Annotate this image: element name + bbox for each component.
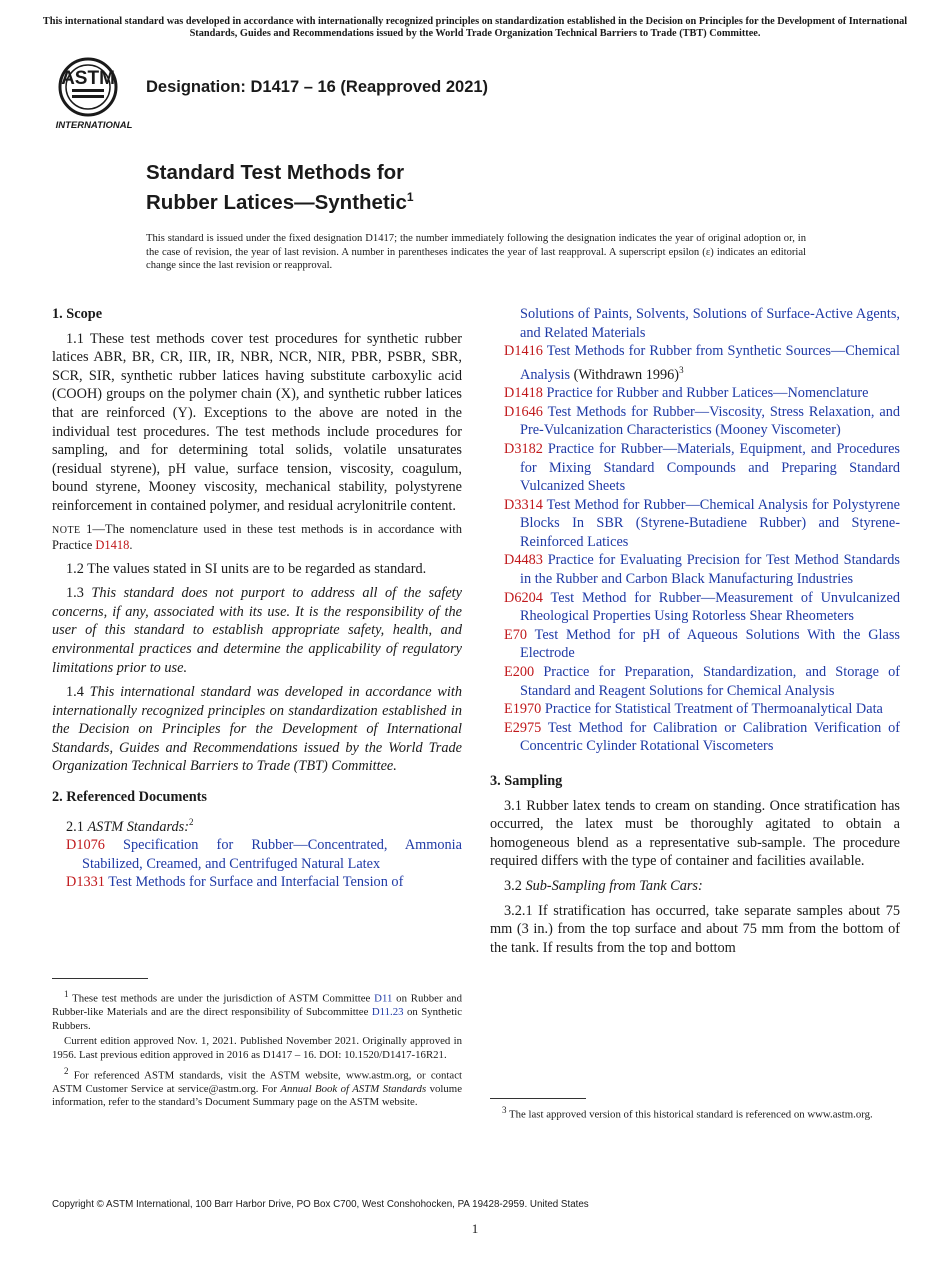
committee-d11-link[interactable]: D11 bbox=[374, 992, 393, 1005]
reference-list-right bbox=[490, 305, 900, 756]
title-footnote-mark: 1 bbox=[406, 190, 414, 204]
scope-1-3: 1.3 This standard does not purport to address all of the safety concerns, if any, associated with its use. It is the responsibility of the user of this standard to establish appropriate safety, health, and environmental practices and determine the applicability of regulatory limitations prior to use. bbox=[52, 585, 462, 676]
reference-title-link[interactable]: Test Method for pH of Aqueous Solutions With the Glass Electrode bbox=[520, 626, 900, 662]
reference-item bbox=[490, 496, 900, 552]
reference-code-link[interactable]: D1418 bbox=[504, 385, 543, 402]
note-label: NOTE bbox=[52, 524, 81, 536]
reference-title-link[interactable]: Test Methods for Rubber—Viscosity, Stress Relaxation, and Pre-Vulcanization Characteristics (Mooney Viscometer) bbox=[520, 403, 900, 439]
reference-code-link[interactable]: D3182 bbox=[504, 440, 543, 457]
reference-item bbox=[490, 626, 900, 663]
title-line-1: Standard Test Methods for bbox=[146, 161, 405, 184]
footnote-divider-left bbox=[52, 978, 148, 979]
reference-item bbox=[490, 663, 900, 700]
title-line-2: Rubber Latices—Synthetic bbox=[146, 190, 407, 214]
reference-title-link[interactable]: Test Methods for Rubber from Synthetic Sources—Chemical Analysis bbox=[520, 343, 900, 383]
sampling-heading: 3. Sampling bbox=[490, 773, 563, 790]
reference-item bbox=[490, 700, 900, 719]
right-column bbox=[490, 305, 900, 963]
footnote-2: $^2$ For referenced ASTM standards, visit the ASTM website, www.astm.org, or contact ASTM Customer Service at service@astm.org. For Annual Book of ASTM Standards volume information, refer to the standard’s Document Summary page on the ASTM website. bbox=[52, 1065, 462, 1109]
document-title bbox=[146, 160, 414, 215]
sampling-3-2: 3.2 Sub-Sampling from Tank Cars: bbox=[504, 877, 703, 894]
copyright: Copyright © ASTM International, 100 Barr Harbor Drive, PO Box C700, West Conshohocken, PA 19428-2959. United States bbox=[52, 1199, 589, 1210]
reference-item bbox=[490, 589, 900, 626]
reference-title-continuation-link[interactable]: Solutions of Paints, Solvents, Solutions of Surface-Active Agents, and Related Materials bbox=[520, 306, 900, 341]
reference-item bbox=[490, 719, 900, 756]
preamble: This standard is issued under the fixed designation D1417; the number immediately following the designation indicates the year of original adoption or, in the case of revision, the year of last revision. A number in parentheses indicates the year of last reapproval. A superscript epsilon (ε) indicates an editorial change since the last revision or reapproval. bbox=[146, 233, 806, 271]
svg-text:ASTM: ASTM bbox=[61, 68, 115, 89]
logo-text: INTERNATIONAL bbox=[55, 120, 133, 131]
page-number: 1 bbox=[471, 1221, 479, 1236]
reference-continuation bbox=[490, 305, 900, 342]
reference-title-link[interactable]: Test Methods for Surface and Interfacial Tension of bbox=[108, 874, 404, 891]
footnote-divider-right bbox=[490, 1098, 586, 1099]
reference-item bbox=[490, 403, 900, 440]
scope-1-2: 1.2 The values stated in SI units are to be regarded as standard. bbox=[66, 560, 427, 577]
footnotes-left bbox=[52, 988, 462, 1112]
reference-withdrawn-note: (Withdrawn 1996) bbox=[570, 366, 680, 383]
reference-title-link[interactable]: Practice for Rubber—Materials, Equipment, and Procedures for Mixing Standard Compounds and Preparing Standard Vulcanized Sheets bbox=[520, 440, 900, 495]
reference-item bbox=[490, 384, 900, 403]
sampling-3-2-1: 3.2.1 If stratification has occurred, take separate samples about 75 mm (3 in.) from the top surface and about 75 mm from the bottom of the tank. If results from the top and bottom bbox=[490, 902, 900, 956]
astm-logo-icon bbox=[52, 56, 136, 134]
footnote-3: $^3$ The last approved version of this historical standard is referenced on www.astm.org. bbox=[502, 1105, 873, 1121]
astm-standards-label: 2.1 ASTM Standards:$^2$ bbox=[66, 816, 194, 835]
scope-1-1: 1.1 These test methods cover test procedures for synthetic rubber latices ABR, BR, CR, IIR, IR, NBR, NCR, NIR, PBR, PSBR, SBR, SCR, SIR, synthetic rubber latices having substitute carboxylic acid (COOH) groups on the polymer chain (X), and synthetic rubber latices that are reinforced (Y). Exceptions to the above are noted in the individual test procedures. The test methods include procedures for sampling, and for determining total solids, volatile unsaturates (residual styrene), pH value, surface tension, viscosity, coagulum, bound styrene, Mooney viscosity, mechanical stability, polystyrene reinforcement in contained polymer, and residual acrylonitrile content. bbox=[52, 330, 462, 514]
reference-item bbox=[52, 836, 462, 873]
reference-code-link[interactable]: D4483 bbox=[504, 552, 543, 569]
reference-title-link[interactable]: Practice for Evaluating Precision for Test Method Standards in the Rubber and Carbon Black Manufacturing Industries bbox=[520, 552, 900, 588]
reference-footnote-mark: 3 bbox=[679, 364, 684, 375]
scope-1-4: 1.4 This international standard was developed in accordance with internationally recognized principles on standardization established in the Decision on Principles for the Development of International Standards, Guides and Recommendations issued by the World Trade Organization Technical Barriers to Trade (TBT) Committee. bbox=[52, 684, 462, 775]
reference-item bbox=[490, 440, 900, 496]
reference-code-link[interactable]: E1970 bbox=[504, 701, 542, 718]
subcommittee-d11-23-link[interactable]: D11.23 bbox=[371, 1006, 404, 1019]
reference-title-link[interactable]: Test Method for Rubber—Chemical Analysis for Polystyrene Blocks In SBR (Styrene-Butadiene Rubber) and Styrene-Reinforced Latices bbox=[520, 496, 900, 550]
reference-item bbox=[490, 342, 900, 384]
footnote-1: $^1$ These test methods are under the jurisdiction of ASTM Committee D11 on Rubber and Rubber-like Materials and are the direct responsibility of Subcommittee D11.23 on Synthetic Rubbers. bbox=[52, 989, 463, 1032]
reference-code-link[interactable]: D3314 bbox=[504, 496, 543, 513]
left-column bbox=[52, 305, 462, 892]
reference-title-link[interactable]: Test Method for Rubber—Measurement of Unvulcanized Rheological Properties Using Rotorless Shear Rheometers bbox=[520, 589, 900, 625]
footnote-edition: Current edition approved Nov. 1, 2021. Published November 2021. Originally approved in 1956. Last previous edition approved in 2016 as D1417 – 16. DOI: 10.1520/D1417-16R21. bbox=[52, 1035, 462, 1061]
reference-title-link[interactable]: Practice for Rubber and Rubber Latices—Nomenclature bbox=[546, 385, 869, 402]
reference-item bbox=[490, 551, 900, 588]
reference-title-link[interactable]: Practice for Preparation, Standardization, and Storage of Standard and Reagent Solutions for Chemical Analysis bbox=[520, 664, 901, 699]
reference-code-link[interactable]: D1416 bbox=[504, 343, 543, 360]
reference-title-link[interactable]: Practice for Statistical Treatment of Thermoanalytical Data bbox=[544, 701, 883, 718]
reference-code-link[interactable]: D1076 bbox=[66, 837, 105, 854]
note-link-d1418[interactable]: D1418 bbox=[95, 538, 130, 553]
reference-code-link[interactable]: E2975 bbox=[504, 719, 542, 736]
reference-list-left bbox=[52, 836, 462, 892]
designation: Designation: D1417 – 16 (Reapproved 2021) bbox=[146, 78, 489, 96]
reference-code-link[interactable]: D1646 bbox=[504, 403, 543, 420]
note-1: NOTE 1—The nomenclature used in these test methods is in accordance with Practice D1418. bbox=[52, 521, 462, 553]
scope-heading: 1. Scope bbox=[52, 306, 103, 322]
astm-logo bbox=[52, 56, 136, 134]
referenced-documents-heading: 2. Referenced Documents bbox=[52, 789, 207, 806]
reference-code-link[interactable]: D1331 bbox=[66, 874, 105, 891]
reference-code-link[interactable]: D6204 bbox=[504, 589, 543, 606]
reference-title-link[interactable]: Specification for Rubber—Concentrated, Ammonia Stabilized, Creamed, and Centrifuged Natural Latex bbox=[82, 837, 463, 872]
top-notice: This international standard was developed in accordance with internationally recognized principles on standardization established in the Decision on Principles for the Development of International Standards, Guides and Recommendations issued by the World Trade Organization Technical Barriers to Trade (TBT) Committee. bbox=[42, 16, 908, 39]
sampling-3-1: 3.1 Rubber latex tends to cream on standing. Once stratification has occurred, the latex must be thoroughly agitated to obtain a homogeneous blend as a representative sub-sample. The procedure required differs with the type of container and facilities available. bbox=[490, 797, 900, 870]
reference-item bbox=[52, 873, 462, 892]
reference-code-link[interactable]: E70 bbox=[504, 626, 528, 643]
reference-code-link[interactable]: E200 bbox=[504, 664, 535, 681]
reference-title-link[interactable]: Test Method for Calibration or Calibration Verification of Concentric Cylinder Rotational Viscometers bbox=[520, 719, 900, 755]
footnotes-right bbox=[490, 1104, 900, 1124]
